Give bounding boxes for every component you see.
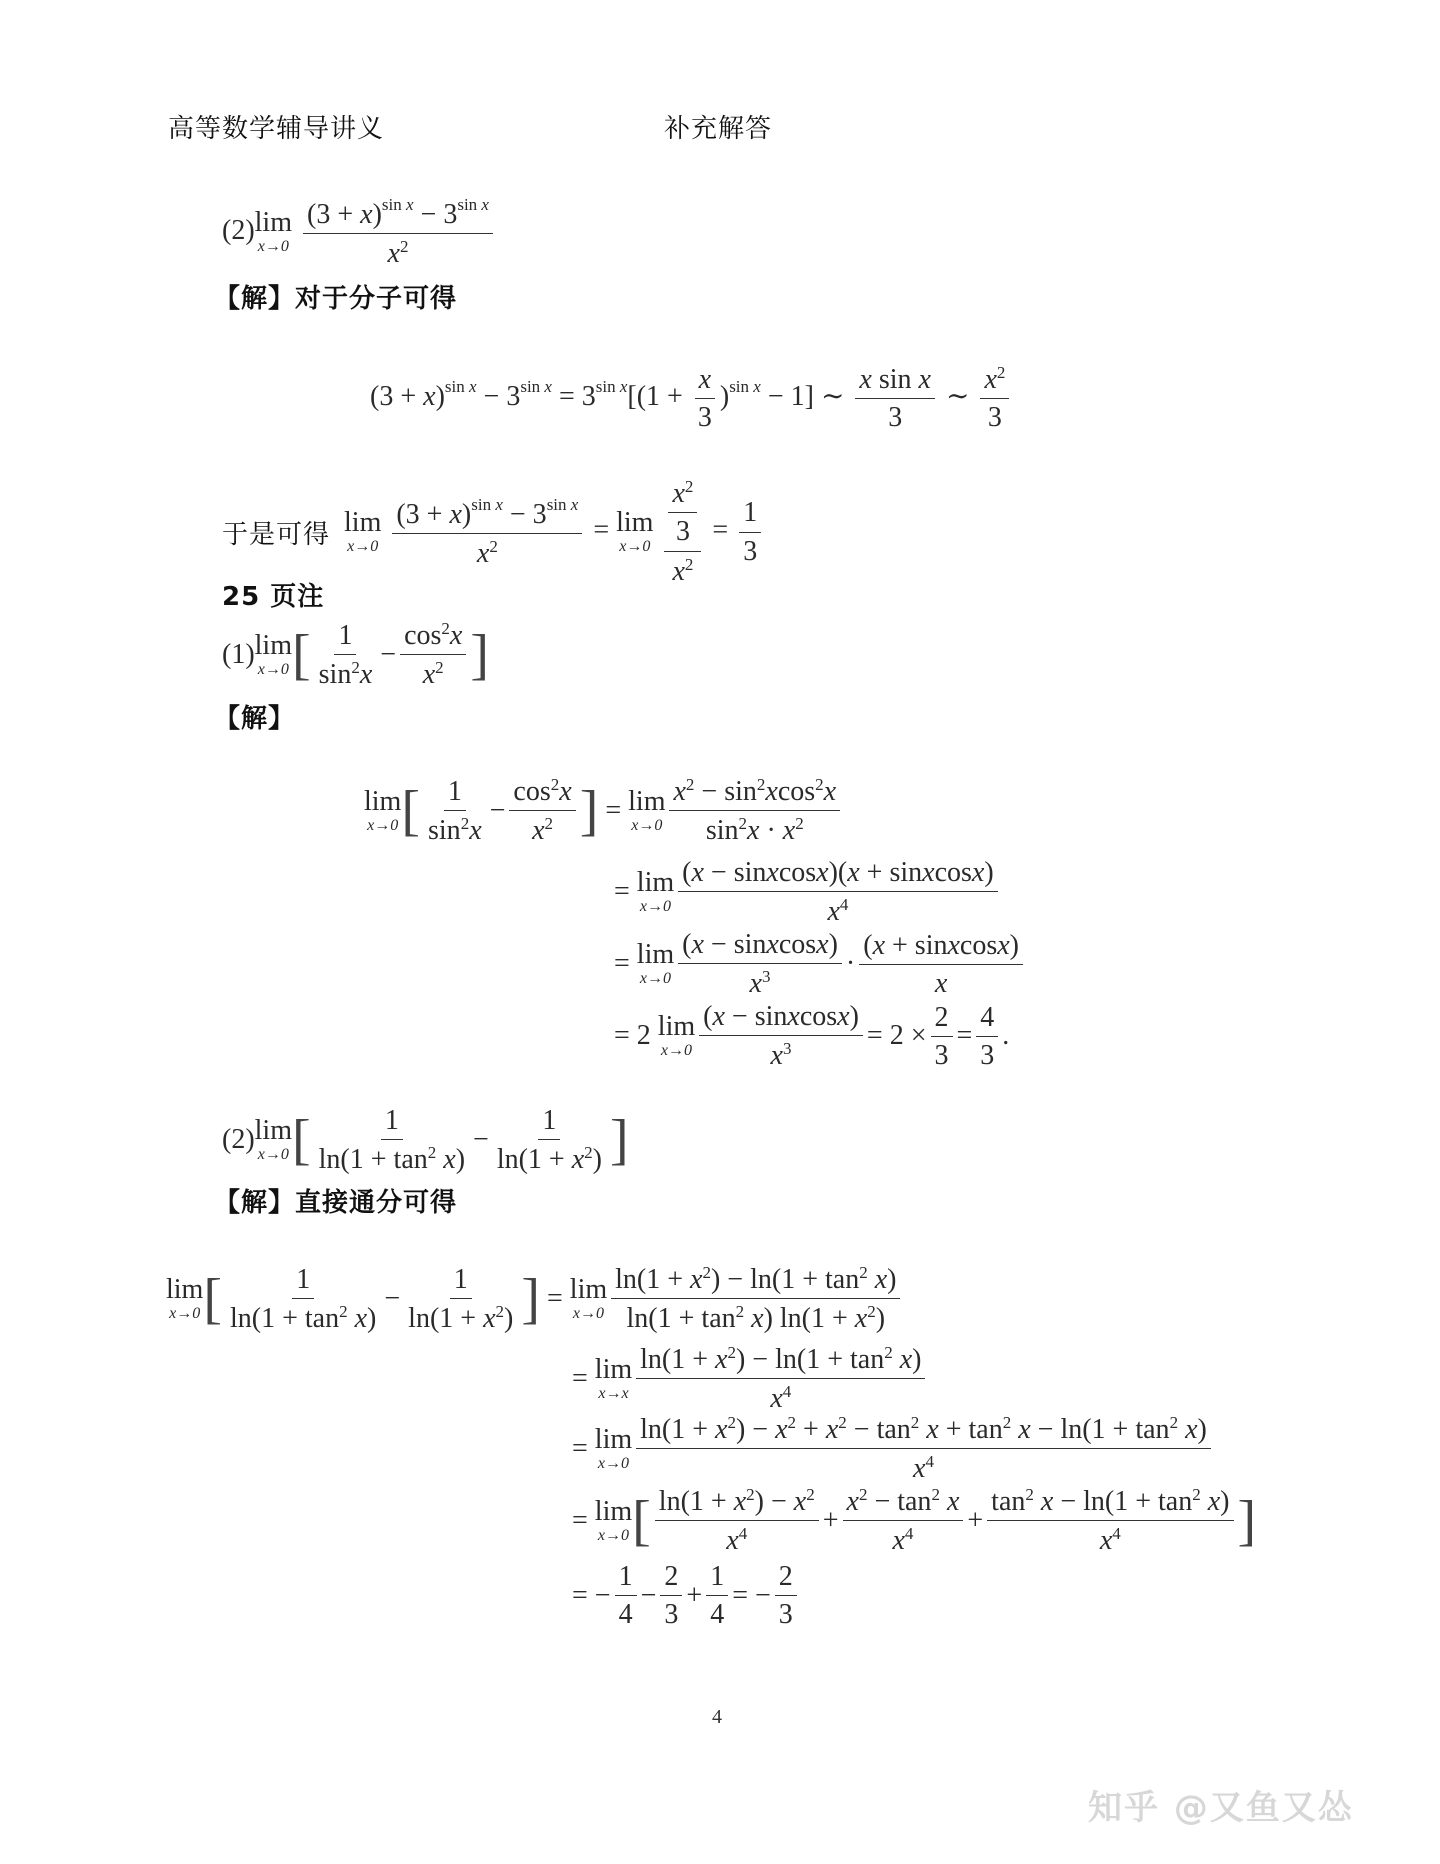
problem-1b-label: (1) [222, 638, 255, 670]
problem-2-statement: (2) lim x→0 $\frac{(3 + x)^{sin x} - 3^{sin x}}{x^2}$ [222, 196, 497, 269]
document-header-left: 高等数学辅导讲义 [168, 114, 385, 144]
problem-2b-label: (2) [222, 1124, 255, 1156]
solution-2b-line-1: lim x→0 [ $\frac{1}{\ln(1 + \tan^2 x)}$ − $\frac{1}{\ln(1 + x^2)}$ ] = lim x→0 $\frac{\ln(1 + x^2) - \ln(1 + \tan^2 x)}{\ln(1 + \tan^2 x) \ln(1 + x^2)}$ [166, 1264, 904, 1334]
solution-1b-line-1: lim x→0 [ $\frac{1}{\sin^2x}$ − $\frac{\cos^2x}{x^2}$ ] = lim x→0 $\frac{x^2 - \sin^2xcos^2x}{\sin^2x \cdot x^2}$ [364, 776, 844, 846]
solution-1b-line-4: = 2 lim x→0 $\frac{\text{(x − sinxcosx)}}{x^3}$ = 2 × $\frac{2}{3}$ = $\frac{4}{3}$ . [614, 1001, 1010, 1072]
solution-2b-line-3: = lim x→0 $\frac{\ln(1 + x^2) - x^2 + x^2 - \tan^2 x + \tan^2 x - \ln(1 + \tan^2 x)}{x^4}$ [572, 1414, 1215, 1484]
problem-2-label: (2) [222, 214, 255, 246]
document-header-right: 补充解答 [664, 114, 773, 144]
solution-2b-line-2: = lim x→x $\frac{\ln(1 + x^2) - \ln(1 + \tan^2 x)}{x^4}$ [572, 1344, 929, 1414]
problem-1b-statement: (1) lim x→0 [ $\frac{1}{\sin^2x}$ − $\frac{\cos^2x}{x^2}$ ] [222, 619, 489, 691]
page-note-heading: 25 页注 [222, 582, 325, 612]
problem-2-solution-intro: 【解】对于分子可得 [214, 284, 458, 314]
problem-2b-solution-intro: 【解】直接通分可得 [214, 1188, 458, 1218]
watermark: 知乎 @又鱼又怂 [1088, 1788, 1354, 1828]
conclusion-prefix: 于是可得 [222, 519, 331, 550]
solution-1b-line-3: = lim x→0 $\frac{\text{(x − sinxcosx)}}{x^3}$ · $\frac{\text{(x + sinxcosx)}}{x}$ [614, 930, 1027, 999]
numerator-equivalence: $(3 + x)^{sin x} - 3^{sin x} = 3^{sin x}[(1$ + $\frac{x}{3}$ )$^{sin x}$ − 1] ∼ $\frac{\text{x sin x}}{3}$ ∼ $\frac{x^2}{3}$ [370, 364, 1013, 433]
solution-2b-line-4: = lim x→0 [ $\frac{\ln(1 + x^2) - x^2}{x^4}$ + $\frac{x^2 - \tan^2 x}{x^4}$ + $\frac{\tan^2 x - \ln(1 + \tan^2 x)}{x^4}$ ] [572, 1485, 1257, 1557]
solution-1b-line-2: = lim x→0 $\frac{\text{(x − sinxcosx)(x + sinxcosx)}}{x^4}$ [614, 858, 1002, 927]
solution-2b-line-5: = − $\frac{1}{4}$ − $\frac{2}{3}$ + $\frac{1}{4}$ = − $\frac{2}{3}$ [572, 1562, 801, 1630]
page-number: 4 [712, 1706, 722, 1728]
problem-2-conclusion: 于是可得 lim x→0 $\frac{(3 + x)^{sin x} - 3^{sin x}}{x^2}$ = lim x→0 $\frac{\frac{x^2}{3}}{x^2}$ = $\frac{1}{3}$ [222, 478, 765, 586]
problem-1b-solution-intro: 【解】 [214, 704, 296, 734]
problem-2b-statement: (2) lim x→0 [ $\frac{1}{\ln(1 + \tan^2 x)}$ − $\frac{1}{\ln(1 + x^2)}$ ] [222, 1105, 629, 1176]
